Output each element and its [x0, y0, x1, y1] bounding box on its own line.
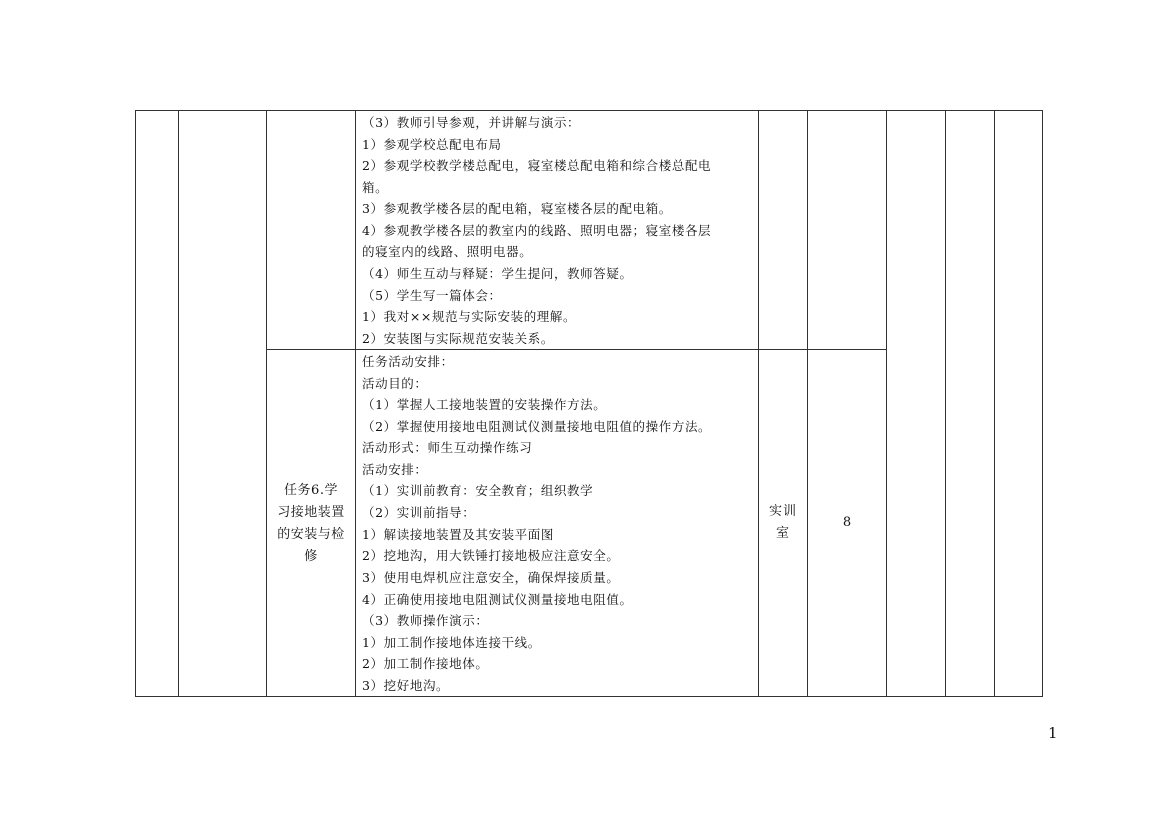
content-line: 1）解读接地装置及其安装平面图	[362, 527, 554, 542]
content-line: 2）安装图与实际规范安装关系。	[362, 331, 554, 346]
content-line: （5）学生写一篇体会：	[362, 288, 502, 303]
task-name-line: 任务6.学	[284, 483, 338, 498]
col-border-6	[807, 110, 808, 696]
venue-line: 实训	[768, 504, 797, 519]
col-border-10	[1042, 110, 1043, 697]
task-name-line: 修	[304, 549, 318, 564]
content-line: 任务活动安排：	[362, 354, 454, 369]
col-border-1	[135, 110, 136, 696]
col-border-3	[266, 110, 267, 696]
content-line: （4）师生互动与释疑：学生提问，教师答疑。	[362, 266, 633, 281]
task-name-line: 的安装与检	[277, 527, 345, 542]
content-line: 1）我对××规范与实际安装的理解。	[362, 309, 577, 324]
table-bottom-border	[135, 696, 1042, 697]
content-line: （1）掌握人工接地装置的安装操作方法。	[362, 397, 607, 412]
content-line: 活动安排：	[362, 462, 428, 477]
task-name-line: 习接地装置	[277, 505, 345, 520]
col-border-9	[994, 110, 995, 696]
content-line: 3）挖好地沟。	[362, 678, 450, 693]
content-line: 活动目的：	[362, 376, 428, 391]
content-line: 3）参观教学楼各层的配电箱，寝室楼各层的配电箱。	[362, 201, 672, 216]
content-line: 3）使用电焊机应注意安全，确保焊接质量。	[362, 570, 620, 585]
col-border-8	[945, 110, 946, 696]
content-line: （2）实训前指导：	[362, 505, 476, 520]
content-line: 1）参观学校总配电布局	[362, 137, 502, 152]
content-line: 4）正确使用接地电阻测试仪测量接地电阻值。	[362, 592, 633, 607]
page-number: 1	[1048, 724, 1058, 742]
row-divider	[266, 349, 886, 350]
col-border-4	[355, 110, 356, 696]
content-line: （3）教师操作演示：	[362, 613, 489, 628]
content-line: （1）实训前教育：安全教育；组织教学	[362, 483, 594, 498]
hours-cell: 8	[842, 515, 852, 530]
content-line: 的寝室内的线路、照明电器。	[362, 244, 533, 259]
col-border-2	[178, 110, 179, 696]
venue-cell	[759, 501, 807, 545]
content-line: 1）加工制作接地体连接干线。	[362, 635, 541, 650]
content-line: 2）加工制作接地体。	[362, 656, 489, 671]
content-line: 2）参观学校教学楼总配电，寝室楼总配电箱和综合楼总配电	[362, 158, 712, 173]
col-border-7	[886, 110, 887, 696]
col-border-5	[758, 110, 759, 696]
task-name-cell	[268, 480, 354, 568]
content-line: （3）教师引导参观，并讲解与演示：	[362, 115, 581, 130]
venue-line: 室	[775, 526, 790, 541]
content-line: （2）掌握使用接地电阻测试仪测量接地电阻值的操作方法。	[362, 419, 712, 434]
content-line: 4）参观教学楼各层的教室内的线路、照明电器；寝室楼各层	[362, 223, 712, 238]
content-line: 箱。	[362, 180, 389, 195]
content-line: 活动形式：师生互动操作练习	[362, 440, 533, 455]
table-top-border	[135, 110, 1042, 111]
content-line: 2）挖地沟，用大铁锤打接地极应注意安全。	[362, 548, 620, 563]
